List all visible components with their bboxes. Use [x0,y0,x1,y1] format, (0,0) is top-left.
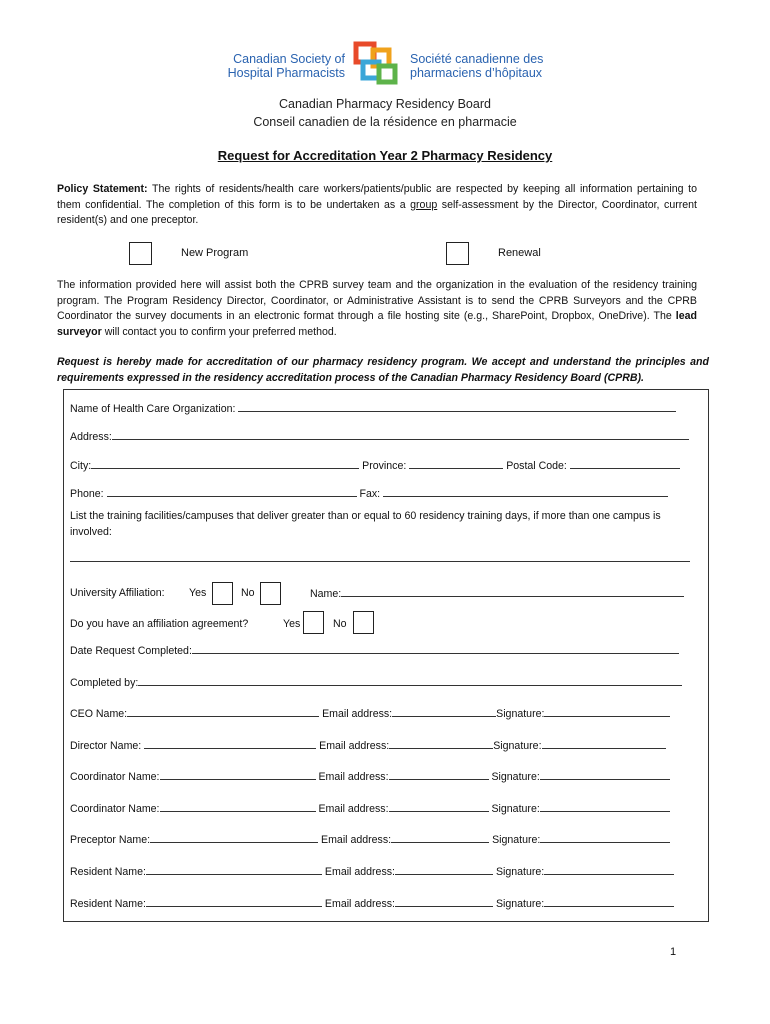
facilities-row [70,552,690,565]
director-name-field[interactable] [144,739,316,749]
university-affiliation-label: University Affiliation: [70,587,165,599]
city-field[interactable] [91,459,359,469]
province-field[interactable] [409,459,503,469]
resident-signature-field[interactable] [544,865,674,875]
director-signature-field[interactable] [542,739,666,749]
coordinator-email-field[interactable] [389,802,489,812]
ceo-email-field[interactable] [392,707,496,717]
coordinator-name-field[interactable] [160,770,316,780]
coordinator-signature-field[interactable] [540,802,670,812]
director-email-field[interactable] [389,739,493,749]
email-label: Email address: [324,866,395,878]
phone-row [70,487,668,500]
university-yes-checkbox[interactable] [212,582,233,605]
fax-field[interactable] [383,487,668,497]
address-field[interactable] [112,430,689,440]
completed-by-row [70,676,682,689]
new-program-checkbox[interactable] [129,242,152,265]
postal-code-label: Postal Code: [506,460,567,472]
university-yes-label: Yes [189,587,207,599]
date-completed-field[interactable] [192,644,679,654]
request-statement: Request is hereby made for accreditation of our pharmacy residency program. We accept and understand the principles and requirements expressed in the residency accreditation process of the Canadian Pharmacy Residency Board (CPRB). [57,356,709,384]
new-program-label: New Program [181,247,249,259]
university-name-row [310,587,684,600]
policy-text: The rights of residents/health care workers/patients/public are respected by keeping all information pertaining to them confidential. The completion of this form is to be undertaken as a [57,183,697,211]
policy-label: Policy Statement: [57,183,148,195]
coordinator-name-label: Coordinator Name: [70,803,160,815]
info-lead-surveyor: lead surveyor [57,310,697,338]
signature-label: Signature: [495,898,545,910]
person-row [70,802,670,815]
agreement-no-checkbox[interactable] [353,611,374,634]
org-name-french-line2: pharmaciens d’hôpitaux [410,66,543,80]
policy-text-end: self-assessment by the Director, Coordinator, current resident(s) and one preceptor. [57,198,697,226]
info-paragraph [57,278,697,340]
org-name-french-line1: Société canadienne des [410,52,544,66]
preceptor-email-field[interactable] [391,833,489,843]
facilities-field[interactable] [70,552,690,562]
province-label: Province: [362,460,407,472]
org-name-english [200,52,345,80]
postal-code-field[interactable] [570,459,680,469]
resident-email-field[interactable] [395,865,493,875]
signature-label: Signature: [491,771,540,783]
resident-signature-field[interactable] [544,897,674,907]
resident-name-label: Resident Name: [70,866,146,878]
letterhead [0,40,770,88]
resident-name-label: Resident Name: [70,898,146,910]
org-name-english-line1: Canadian Society of [233,52,345,66]
info-text: The information provided here will assist both the CPRB survey team and the organization in the evaluation of the residency training program. The Program Residency Director, Coordinator, or Administrative Assistant is to send the CPRB Surveyors and the CPRB Coordinator the survey documents in an electronic format through a file hosting site (e.g., SharePoint, Dropbox, OneDrive). The [57,279,697,322]
address-row [70,430,689,443]
agreement-yes-label: Yes [283,618,301,630]
resident-email-field[interactable] [395,897,493,907]
city-row [70,459,680,472]
university-name-label: Name: [310,588,342,600]
email-label: Email address: [324,898,395,910]
resident-name-field[interactable] [146,897,322,907]
info-text-end: will contact you to confirm your preferred method. [101,325,337,338]
board-name-french: Conseil canadien de la résidence en pharmacie [253,115,517,129]
signature-label: Signature: [492,834,541,846]
phone-field[interactable] [107,487,357,497]
university-no-checkbox[interactable] [260,582,281,605]
signature-label: Signature: [493,740,542,752]
resident-name-field[interactable] [146,865,322,875]
facilities-label: List the training facilities/campuses that deliver greater than or equal to 60 residency training days, if more than one campus is involved: [70,510,661,538]
renewal-checkbox[interactable] [446,242,469,265]
renewal-label: Renewal [498,247,541,259]
director-name-label: Director Name: [70,740,142,752]
preceptor-name-label: Preceptor Name: [70,834,151,846]
agreement-yes-checkbox[interactable] [303,611,324,634]
board-name-english: Canadian Pharmacy Residency Board [279,97,491,111]
city-label: City: [70,460,92,472]
preceptor-signature-field[interactable] [540,833,670,843]
phone-label: Phone: [70,488,104,500]
policy-statement [57,182,697,229]
person-row [70,707,670,720]
completed-by-field[interactable] [138,676,682,686]
fax-label: Fax: [359,488,381,500]
email-label: Email address: [321,834,392,846]
signature-label: Signature: [491,803,540,815]
org-name-field[interactable] [238,402,676,412]
date-completed-label: Date Request Completed: [70,645,192,657]
coordinator-name-field[interactable] [160,802,316,812]
agreement-no-label: No [333,618,347,630]
preceptor-name-field[interactable] [150,833,318,843]
email-label: Email address: [322,708,393,720]
ceo-name-field[interactable] [127,707,319,717]
email-label: Email address: [319,740,390,752]
coordinator-signature-field[interactable] [540,770,670,780]
policy-group-word: group [410,198,438,211]
address-label: Address: [70,431,112,443]
coordinator-name-label: Coordinator Name: [70,771,160,783]
person-row [70,739,666,752]
coordinator-email-field[interactable] [389,770,489,780]
board-name [0,95,770,131]
person-row [70,897,674,910]
document-title: Request for Accreditation Year 2 Pharmacy Residency [217,148,553,163]
ceo-name-label: CEO Name: [70,708,128,720]
signature-label: Signature: [496,708,545,720]
email-label: Email address: [318,771,389,783]
org-name-french [410,52,580,80]
affiliation-agreement-label: Do you have an affiliation agreement? [70,618,249,630]
page-number: 1 [670,946,677,958]
cshp-logo-icon [351,40,401,88]
date-completed-row [70,644,679,657]
completed-by-label: Completed by: [70,677,139,689]
person-row [70,833,670,846]
university-no-label: No [241,587,255,599]
ceo-signature-field[interactable] [544,707,670,717]
org-name-label: Name of Health Care Organization: [70,403,236,415]
university-name-field[interactable] [341,587,684,597]
signature-label: Signature: [495,866,545,878]
org-name-row [70,402,676,415]
email-label: Email address: [318,803,389,815]
person-row [70,865,674,878]
person-row [70,770,670,783]
org-name-english-line2: Hospital Pharmacists [227,66,345,80]
